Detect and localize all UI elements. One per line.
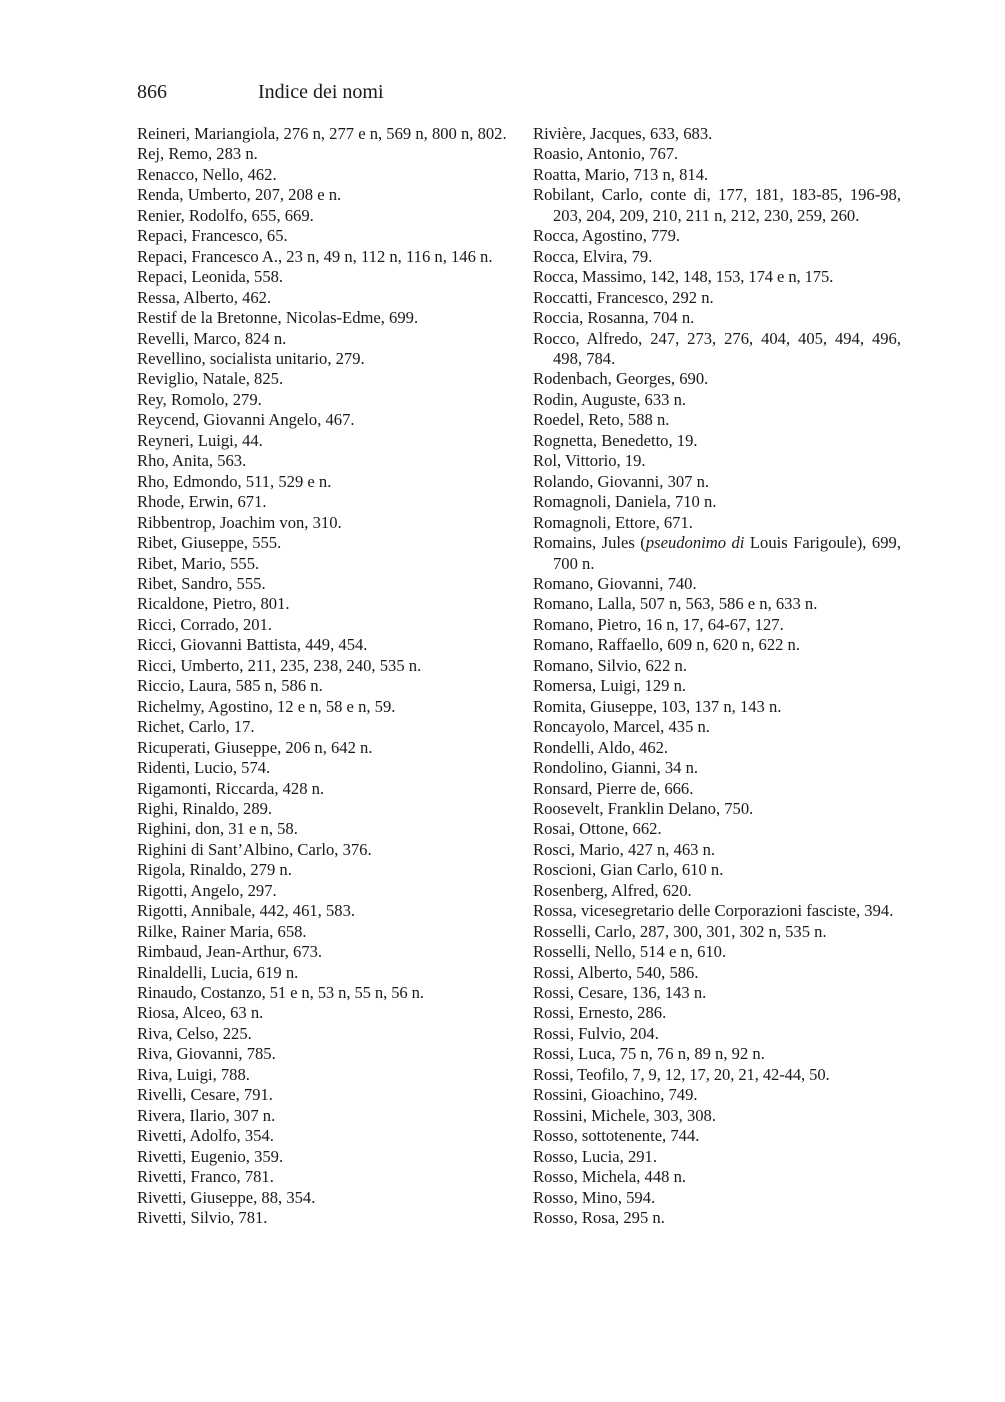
index-entry: Rigamonti, Riccarda, 428 n. bbox=[137, 778, 325, 798]
index-entry: Rinaldelli, Lucia, 619 n. bbox=[137, 962, 299, 982]
index-entry: Rho, Anita, 563. bbox=[137, 451, 247, 471]
index-entry: Rosso, sottotenente, 744. bbox=[533, 1126, 700, 1146]
index-entry: Ribet, Sandro, 555. bbox=[137, 573, 266, 593]
index-entry: Rey, Romolo, 279. bbox=[137, 389, 262, 409]
index-entry: Riva, Luigi, 788. bbox=[137, 1064, 250, 1084]
index-entry: Righini di Sant’Albino, Carlo, 376. bbox=[137, 839, 372, 859]
index-entry: Ressa, Alberto, 462. bbox=[137, 287, 272, 307]
index-entry: Romagnoli, Ettore, 671. bbox=[533, 512, 693, 532]
index-entry: Richet, Carlo, 17. bbox=[137, 717, 255, 737]
index-entry: Rosso, Rosa, 295 n. bbox=[533, 1208, 665, 1228]
index-entry: Romano, Silvio, 622 n. bbox=[533, 655, 687, 675]
index-column-right bbox=[533, 124, 901, 1228]
index-entry: Ronsard, Pierre de, 666. bbox=[533, 778, 694, 798]
index-entry: Rossini, Michele, 303, 308. bbox=[533, 1105, 716, 1125]
index-entry: Rognetta, Benedetto, 19. bbox=[533, 430, 698, 450]
index-entry: Rossi, Luca, 75 n, 76 n, 89 n, 92 n. bbox=[533, 1044, 765, 1064]
index-entry: Rivelli, Cesare, 791. bbox=[137, 1085, 273, 1105]
index-entry: Romagnoli, Daniela, 710 n. bbox=[533, 492, 717, 512]
index-entry: Robilant, Carlo, conte di, 177, 181, 183-85, 196-98, 203, 204, 209, 210, 211 n, 212, 230, 259, 260. bbox=[533, 185, 901, 225]
index-entry: Repaci, Francesco, 65. bbox=[137, 226, 288, 246]
index-entry: Ricaldone, Pietro, 801. bbox=[137, 594, 290, 614]
page-title: Indice dei nomi bbox=[258, 81, 384, 103]
index-entry: Ricci, Giovanni Battista, 449, 454. bbox=[137, 635, 368, 655]
index-entry: Ridenti, Lucio, 574. bbox=[137, 758, 271, 778]
index-entry: Rigola, Rinaldo, 279 n. bbox=[137, 860, 292, 880]
index-entry: Rocco, Alfredo, 247, 273, 276, 404, 405, 494, 496, 498, 784. bbox=[533, 328, 901, 368]
index-entry: Righini, don, 31 e n, 58. bbox=[137, 819, 298, 839]
index-entry: Romersa, Luigi, 129 n. bbox=[533, 676, 687, 696]
index-entry: Rocca, Elvira, 79. bbox=[533, 246, 653, 266]
index-entry: Roncayolo, Marcel, 435 n. bbox=[533, 717, 710, 737]
index-entry: Romano, Lalla, 507 n, 563, 586 e n, 633 n. bbox=[533, 594, 818, 614]
index-entry: Rinaudo, Costanzo, 51 e n, 53 n, 55 n, 56 n. bbox=[137, 983, 424, 1003]
index-entry: Rosenberg, Alfred, 620. bbox=[533, 880, 692, 900]
index-entry: Roatta, Mario, 713 n, 814. bbox=[533, 164, 709, 184]
index-entry: Rimbaud, Jean-Arthur, 673. bbox=[137, 942, 323, 962]
index-entry: Ribbentrop, Joachim von, 310. bbox=[137, 512, 342, 532]
index-entry: Rosso, Lucia, 291. bbox=[533, 1146, 657, 1166]
index-entry: Repaci, Francesco A., 23 n, 49 n, 112 n, 116 n, 146 n. bbox=[137, 246, 493, 266]
index-entry: Rivetti, Silvio, 781. bbox=[137, 1208, 268, 1228]
index-entry: Righi, Rinaldo, 289. bbox=[137, 798, 273, 818]
running-header bbox=[137, 80, 384, 104]
index-entry: Rossi, Ernesto, 286. bbox=[533, 1003, 667, 1023]
italic-phrase: pseudonimo di bbox=[645, 533, 745, 553]
index-entry: Rivetti, Adolfo, 354. bbox=[137, 1126, 274, 1146]
index-entry: Restif de la Bretonne, Nicolas-Edme, 699. bbox=[137, 308, 419, 328]
index-entry: Rosselli, Nello, 514 e n, 610. bbox=[533, 942, 727, 962]
index-entry: Rosci, Mario, 427 n, 463 n. bbox=[533, 839, 716, 859]
index-entry: Riosa, Alceo, 63 n. bbox=[137, 1003, 264, 1023]
index-entry: Richelmy, Agostino, 12 e n, 58 e n, 59. bbox=[137, 696, 396, 716]
index-entry: Ricci, Corrado, 201. bbox=[137, 614, 273, 634]
index-entry: Rosai, Ottone, 662. bbox=[533, 819, 662, 839]
index-entry: Roccatti, Francesco, 292 n. bbox=[533, 287, 714, 307]
index-entry: Reineri, Mariangiola, 276 n, 277 e n, 569 n, 800 n, 802. bbox=[137, 124, 507, 143]
index-entry: Rossi, Fulvio, 204. bbox=[533, 1023, 659, 1043]
index-entry: Roosevelt, Franklin Delano, 750. bbox=[533, 798, 754, 818]
index-entry: Romano, Pietro, 16 n, 17, 64-67, 127. bbox=[533, 614, 784, 634]
index-entry: Repaci, Leonida, 558. bbox=[137, 267, 284, 287]
index-entry: Roscioni, Gian Carlo, 610 n. bbox=[533, 860, 724, 880]
index-entry: Rivetti, Franco, 781. bbox=[137, 1167, 274, 1187]
index-entry: Rodenbach, Georges, 690. bbox=[533, 369, 709, 389]
index-entry: Roccia, Rosanna, 704 n. bbox=[533, 308, 695, 328]
index-entry: Reycend, Giovanni Angelo, 467. bbox=[137, 410, 355, 430]
index-entry: Rossa, vicesegretario delle Corporazioni fasciste, 394. bbox=[533, 901, 894, 921]
index-entry: Rossi, Alberto, 540, 586. bbox=[533, 962, 699, 982]
index-entry: Rivera, Ilario, 307 n. bbox=[137, 1105, 276, 1125]
index-entry: Rossi, Cesare, 136, 143 n. bbox=[533, 983, 707, 1003]
index-entry: Romano, Giovanni, 740. bbox=[533, 573, 697, 593]
index-entry: Rosso, Mino, 594. bbox=[533, 1187, 656, 1207]
index-entry: Rigotti, Annibale, 442, 461, 583. bbox=[137, 901, 356, 921]
index-entry: Rivetti, Eugenio, 359. bbox=[137, 1146, 284, 1166]
index-entry: Rodin, Auguste, 633 n. bbox=[533, 389, 687, 409]
index-entry: Rol, Vittorio, 19. bbox=[533, 451, 646, 471]
index-column-left bbox=[137, 124, 507, 1228]
index-entry: Rigotti, Angelo, 297. bbox=[137, 880, 277, 900]
index-entry: Rosselli, Carlo, 287, 300, 301, 302 n, 535 n. bbox=[533, 921, 827, 941]
index-entry: Rondolino, Gianni, 34 n. bbox=[533, 758, 699, 778]
index-entry: Rossi, Teofilo, 7, 9, 12, 17, 20, 21, 42-44, 50. bbox=[533, 1064, 830, 1084]
index-entry: Rocca, Agostino, 779. bbox=[533, 226, 681, 246]
index-entry: Rivetti, Giuseppe, 88, 354. bbox=[137, 1187, 316, 1207]
index-entry: Ribet, Giuseppe, 555. bbox=[137, 533, 282, 553]
index-entry: Rosso, Michela, 448 n. bbox=[533, 1167, 687, 1187]
index-entry: Romita, Giuseppe, 103, 137 n, 143 n. bbox=[533, 696, 782, 716]
index-entry: Rocca, Massimo, 142, 148, 153, 174 e n, 175. bbox=[533, 267, 834, 287]
index-entry: Roedel, Reto, 588 n. bbox=[533, 410, 670, 430]
index-entry: Reviglio, Natale, 825. bbox=[137, 369, 284, 389]
index-entry: Romains, Jules (pseudonimo di Louis Farigoule), 699, 700 n. bbox=[533, 533, 901, 573]
index-entry: Ricuperati, Giuseppe, 206 n, 642 n. bbox=[137, 737, 373, 757]
index-entry: Rondelli, Aldo, 462. bbox=[533, 737, 669, 757]
index-entry: Roasio, Antonio, 767. bbox=[533, 144, 679, 164]
index-entry: Riva, Giovanni, 785. bbox=[137, 1044, 276, 1064]
index-entry: Riccio, Laura, 585 n, 586 n. bbox=[137, 676, 323, 696]
index-entry: Ricci, Umberto, 211, 235, 238, 240, 535 n. bbox=[137, 655, 422, 675]
index-entry: Rhode, Erwin, 671. bbox=[137, 492, 267, 512]
index-entry: Revellino, socialista unitario, 279. bbox=[137, 348, 365, 368]
index-entry: Renacco, Nello, 462. bbox=[137, 164, 277, 184]
index-entry: Rej, Remo, 283 n. bbox=[137, 144, 258, 164]
page-number: 866 bbox=[137, 81, 167, 103]
index-entry: Rho, Edmondo, 511, 529 e n. bbox=[137, 471, 332, 491]
index-entry: Riva, Celso, 225. bbox=[137, 1023, 252, 1043]
index-entry: Romano, Raffaello, 609 n, 620 n, 622 n. bbox=[533, 635, 801, 655]
index-entry: Rossini, Gioachino, 749. bbox=[533, 1085, 698, 1105]
index-entry: Rilke, Rainer Maria, 658. bbox=[137, 921, 307, 941]
index-entry: Rivière, Jacques, 633, 683. bbox=[533, 124, 713, 143]
index-entry: Revelli, Marco, 824 n. bbox=[137, 328, 287, 348]
index-entry: Renda, Umberto, 207, 208 e n. bbox=[137, 185, 342, 205]
index-entry: Rolando, Giovanni, 307 n. bbox=[533, 471, 710, 491]
index-entry: Reyneri, Luigi, 44. bbox=[137, 430, 263, 450]
index-entry: Ribet, Mario, 555. bbox=[137, 553, 260, 573]
index-entry: Renier, Rodolfo, 655, 669. bbox=[137, 205, 314, 225]
